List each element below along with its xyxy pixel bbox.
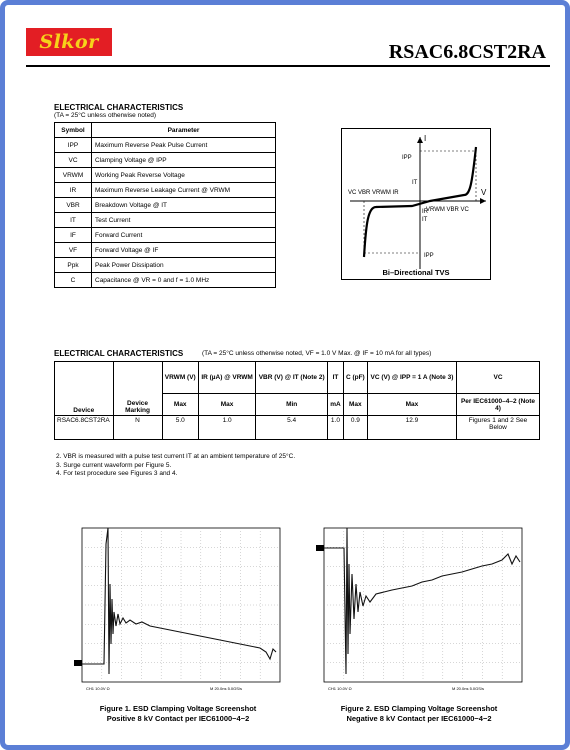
- parameter-cell: Test Current: [92, 213, 276, 228]
- sub-ir: Max: [198, 394, 255, 416]
- v-axis-arrow: [480, 198, 486, 204]
- figure-1-caption-line1: Figure 1. ESD Clamping Voltage Screenshot: [99, 704, 257, 713]
- brand-logo: [26, 28, 112, 56]
- cell-vrwm: 5.0: [162, 416, 198, 440]
- symbol-cell: VF: [55, 243, 92, 258]
- label-ipp-bottom: IPP: [424, 253, 434, 259]
- label-left-voltages: VC VBR VRWM IR: [348, 190, 399, 196]
- i-axis-arrow: [417, 137, 423, 143]
- logo-text: Slkor: [39, 31, 99, 53]
- section-title-1: ELECTRICAL CHARACTERISTICS: [54, 103, 184, 112]
- cell-vc2: Figures 1 and 2 See Below: [457, 416, 540, 440]
- table-row: [55, 183, 276, 198]
- parameter-cell: Forward Current: [92, 228, 276, 243]
- scope-image-1: [70, 524, 288, 696]
- parameter-cell: Breakdown Voltage @ IT: [92, 198, 276, 213]
- header-divider: [26, 65, 550, 67]
- svg-text:M 20.0ns 5.0GS/s: M 20.0ns 5.0GS/s: [452, 686, 485, 691]
- parameter-cell: Clamping Voltage @ IPP: [92, 153, 276, 168]
- figure-2-oscilloscope-screenshot: [312, 524, 526, 696]
- col-vc: VC (V) @ IPP = 1 A (Note 3): [367, 362, 456, 394]
- cell-marking: N: [113, 416, 162, 440]
- iv-curve-svg: [342, 129, 490, 279]
- table-row: [55, 416, 540, 440]
- col-device: Device: [55, 362, 114, 416]
- symbol-cell: VRWM: [55, 168, 92, 183]
- col-it: IT: [328, 362, 344, 394]
- section-title-2: ELECTRICAL CHARACTERISTICS: [54, 349, 184, 358]
- figure-1-oscilloscope-screenshot: [70, 524, 288, 696]
- col-vrwm: VRWM (V): [162, 362, 198, 394]
- label-v: V: [481, 188, 487, 197]
- figure-1-caption-line2: Positive 8 kV Contact per IEC61000−4−2: [106, 714, 250, 723]
- table-row: [55, 243, 276, 258]
- cell-ir: 1.0: [198, 416, 255, 440]
- label-i: I: [424, 134, 427, 143]
- table-row: [55, 228, 276, 243]
- parameter-cell: Maximum Reverse Peak Pulse Current: [92, 138, 276, 153]
- table-row: [55, 213, 276, 228]
- label-ipp-top: IPP: [402, 155, 412, 161]
- footnotes: [56, 453, 295, 479]
- sub-vbr: Min: [256, 394, 328, 416]
- sub-vc: Max: [367, 394, 456, 416]
- section-subtitle-1: (TA = 25°C unless otherwise noted): [54, 112, 157, 119]
- parameter-cell: Working Peak Reverse Voltage: [92, 168, 276, 183]
- table-row: [55, 138, 276, 153]
- figure-2-caption-line1: Figure 2. ESD Clamping Voltage Screenshot: [340, 704, 498, 713]
- table-row: [55, 198, 276, 213]
- svg-text:CH1 10.0V Ω: CH1 10.0V Ω: [328, 686, 352, 691]
- diagram-caption: Bi–Directional TVS: [382, 268, 450, 277]
- table-row: [55, 258, 276, 273]
- parameter-cell: Maximum Reverse Leakage Current @ VRWM: [92, 183, 276, 198]
- note-4: 4. For test procedure see Figures 3 and 4.: [56, 470, 178, 477]
- datasheet-page: [6, 6, 564, 744]
- symbol-cell: VC: [55, 153, 92, 168]
- sub-it: mA: [328, 394, 344, 416]
- symbol-cell: IPP: [55, 138, 92, 153]
- part-number-title: RSAC6.8CST2RA: [388, 41, 546, 63]
- device-table: [54, 361, 540, 440]
- table-row: [55, 168, 276, 183]
- figure-2-caption-line2: Negative 8 kV Contact per IEC61000−4−2: [346, 714, 492, 723]
- svg-text:M 20.0ns 5.0GS/s: M 20.0ns 5.0GS/s: [210, 686, 243, 691]
- table-row: [55, 153, 276, 168]
- col-c: C (pF): [343, 362, 367, 394]
- cell-c: 0.9: [343, 416, 367, 440]
- parameter-cell: Peak Power Dissipation: [92, 258, 276, 273]
- table-row: [55, 273, 276, 288]
- section-subtitle-2: (TA = 25°C unless otherwise noted, VF = 1.0 V Max. @ IF = 10 mA for all types): [202, 350, 432, 357]
- symbol-cell: Ppk: [55, 258, 92, 273]
- cell-vc: 12.9: [367, 416, 456, 440]
- sub-c: Max: [343, 394, 367, 416]
- figure-1-caption: [58, 704, 298, 724]
- symbol-cell: C: [55, 273, 92, 288]
- figure-2-caption: [302, 704, 536, 724]
- col-vbr: VBR (V) @ IT (Note 2): [256, 362, 328, 394]
- svg-text:CH1 10.0V Ω: CH1 10.0V Ω: [86, 686, 110, 691]
- symbol-table: [54, 122, 276, 288]
- col-symbol: Symbol: [55, 123, 92, 138]
- symbol-cell: IR: [55, 183, 92, 198]
- col-parameter: Parameter: [92, 123, 276, 138]
- note-3: 3. Surge current waveform per Figure 5.: [56, 461, 172, 469]
- col-ir: IR (µA) @ VRWM: [198, 362, 255, 394]
- scope-image-2: [312, 524, 526, 696]
- cell-vbr: 5.4: [256, 416, 328, 440]
- cell-it: 1.0: [328, 416, 344, 440]
- label-it-top: IT: [412, 180, 418, 186]
- label-it-bottom: IT: [422, 217, 428, 223]
- parameter-cell: Capacitance @ VR = 0 and f = 1.0 MHz: [92, 273, 276, 288]
- sub-vrwm: Max: [162, 394, 198, 416]
- symbol-cell: VBR: [55, 198, 92, 213]
- sub-vc2: Per IEC61000–4–2 (Note 4): [457, 394, 540, 416]
- note-2: 2. VBR is measured with a pulse test current IT at an ambient temperature of 25°C.: [56, 453, 296, 460]
- symbol-cell: IF: [55, 228, 92, 243]
- cell-device: RSAC6.8CST2RA: [55, 416, 114, 440]
- col-vc2: VC: [457, 362, 540, 394]
- iv-characteristic-diagram: [341, 128, 491, 280]
- label-ir: IR: [422, 209, 428, 215]
- label-right-voltages: VRWM VBR VC: [426, 207, 469, 213]
- col-marking: Device Marking: [113, 362, 162, 416]
- symbol-cell: IT: [55, 213, 92, 228]
- parameter-cell: Forward Voltage @ IF: [92, 243, 276, 258]
